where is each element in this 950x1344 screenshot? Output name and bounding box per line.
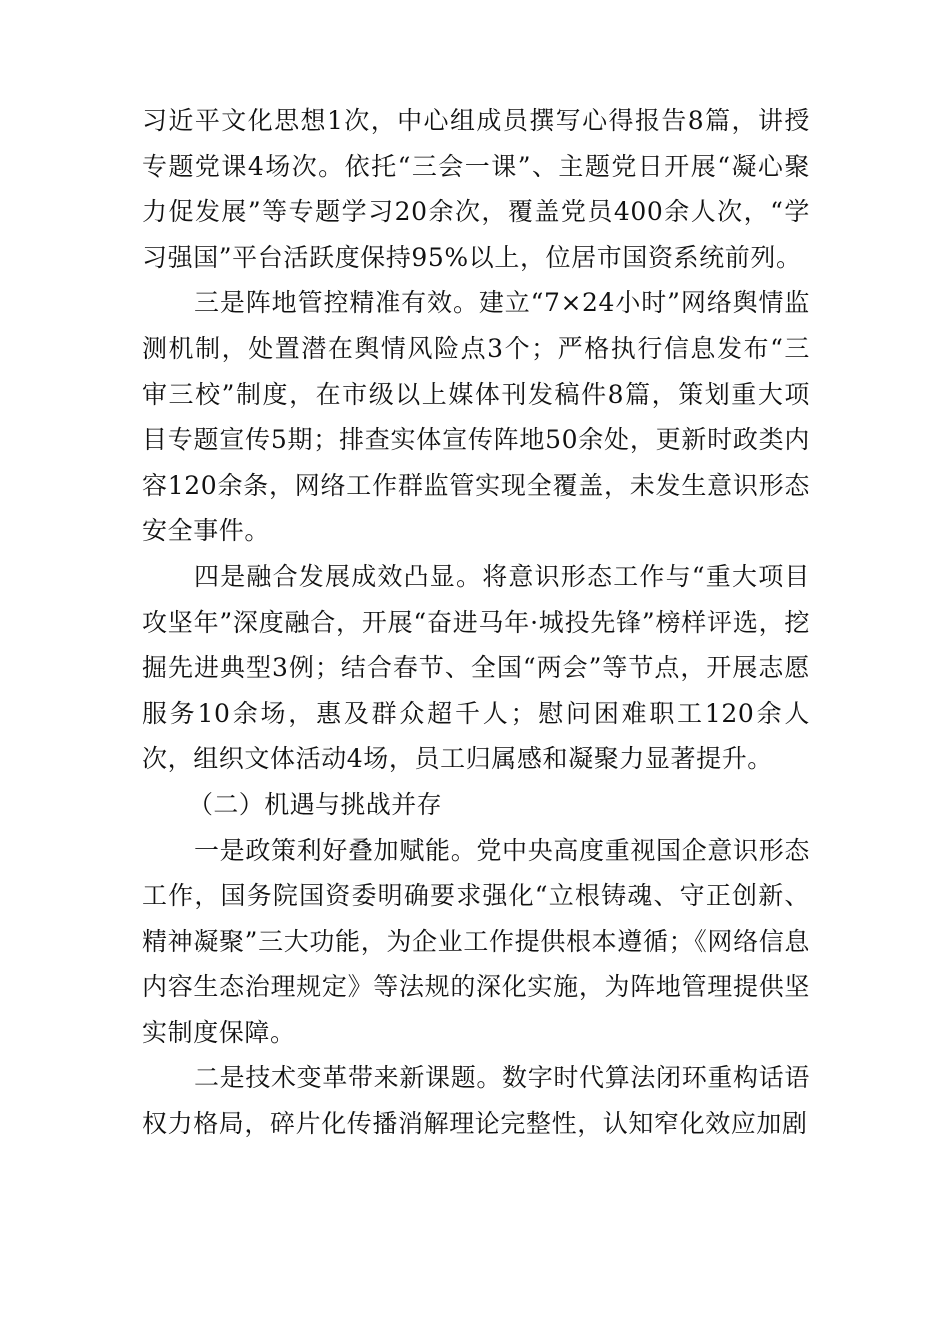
paragraph-policy-support: 一是政策利好叠加赋能。党中央高度重视国企意识形态工作，国务院国资委明确要求强化“立根铸魂、守正创新、精神凝聚”三大功能，为企业工作提供根本遵循；《网络信息内容生态治理规定》等法规的深化实施，为阵地管理提供坚实制度保障。 bbox=[142, 835, 810, 1047]
section-heading-opportunities-challenges: （二）机遇与挑战并存 bbox=[188, 789, 443, 819]
paragraph-technology-change: 二是技术变革带来新课题。数字时代算法闭环重构话语权力格局，碎片化传播消解理论完整性，认知窄化效应加剧 bbox=[142, 1063, 810, 1139]
document-body bbox=[142, 98, 810, 1147]
paragraph-integration-development: 四是融合发展成效凸显。将意识形态工作与“重大项目攻坚年”深度融合，开展“奋进马年·城投先锋”榜样评选，挖掘先进典型3例；结合春节、全国“两会”等节点，开展志愿服务10余场，惠及群众超千人；慰问困难职工120余人次，组织文体活动4场，员工归属感和凝聚力显著提升。 bbox=[142, 561, 810, 774]
paragraph-continuation: 习近平文化思想1次，中心组成员撰写心得报告8篇，讲授专题党课4场次。依托“三会一课”、主题党日开展“凝心聚力促发展”等专题学习20余次，覆盖党员400余人次，“学习强国”平台活跃度保持95%以上，位居市国资系统前列。 bbox=[142, 106, 810, 272]
paragraph-position-control: 三是阵地管控精准有效。建立“7×24小时”网络舆情监测机制，处置潜在舆情风险点3个；严格执行信息发布“三审三校”制度，在市级以上媒体刊发稿件8篇，策划重大项目专题宣传5期；排查实体宣传阵地50余处，更新时政类内容120余条，网络工作群监管实现全覆盖，未发生意识形态安全事件。 bbox=[142, 288, 810, 546]
